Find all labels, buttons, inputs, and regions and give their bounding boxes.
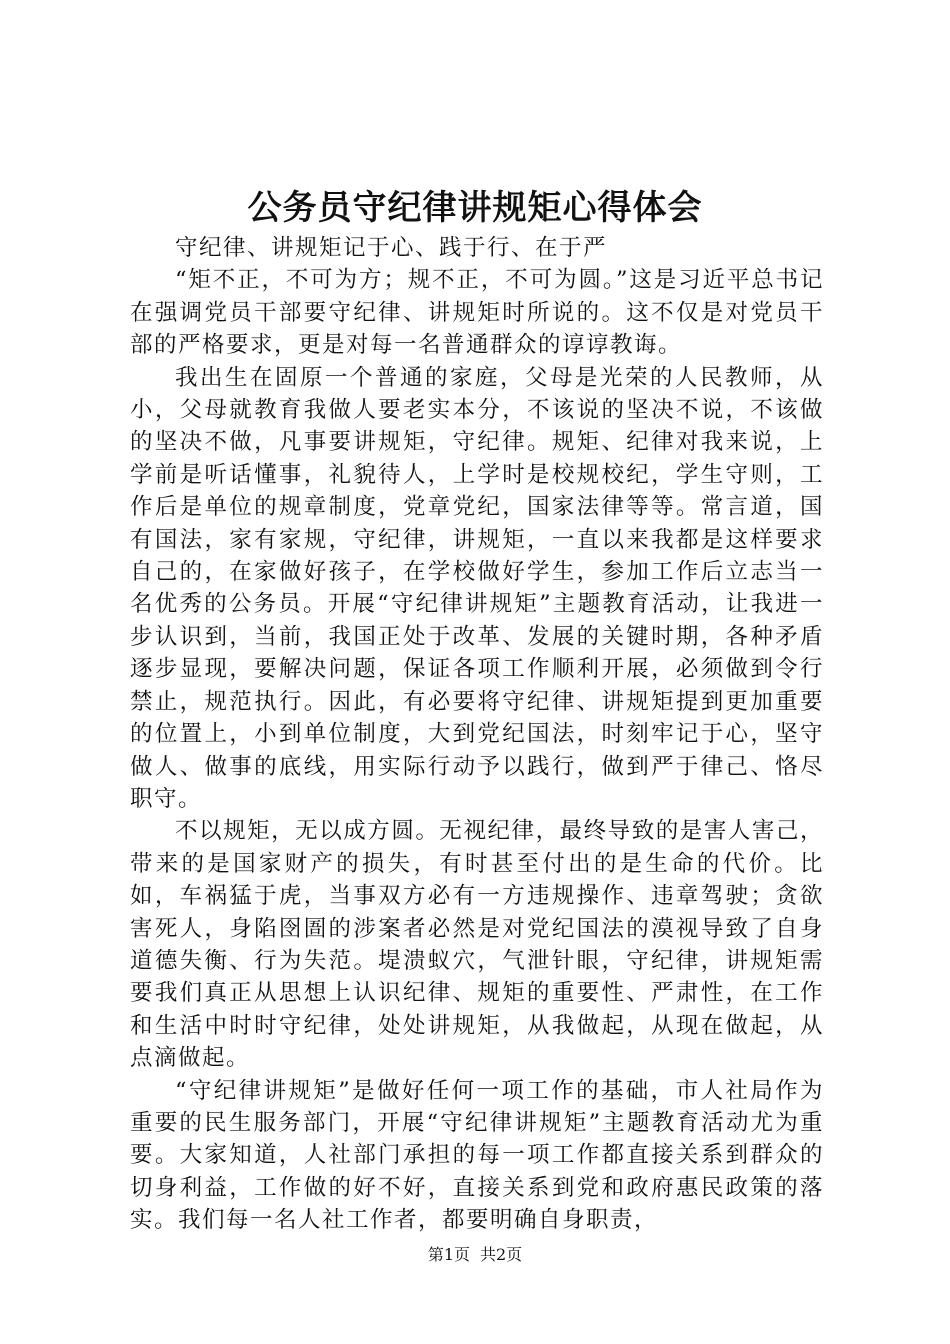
body-paragraph-subtitle: 守纪律、讲规矩记于心、践于行、在于严 bbox=[175, 235, 608, 261]
body-paragraph: 不以规矩，无以成方圆。无视纪律，最终导致的是害人害己，带来的是国家财产的损失，有时甚至付出的是生命的代价。比如，车祸猛于虎，当事双方必有一方违规操作、违章驾驶；贪欲害死人，身陷囹圄的涉案者必然是对党纪国法的漠视导致了自身道德失衡、行为失范。堤溃蚁穴，气泄针眼，守纪律，讲规矩需要我们真正从思想上认识纪律、规矩的重要性、严肃性，在工作和生活中时时守纪律，处处讲规矩，从我做起，从现在做起，从点滴做起。 bbox=[130, 818, 824, 1072]
page-number-total: 共2页 bbox=[480, 1245, 523, 1264]
document-body bbox=[130, 232, 824, 1237]
body-paragraph: “矩不正，不可为方；规不正，不可为圆。”这是习近平总书记在强调党员干部要守纪律、讲规矩时所说的。这不仅是对党员干部的严格要求，更是对每一名普通群众的谆谆教诲。 bbox=[130, 267, 824, 359]
body-paragraph: 我出生在固原一个普通的家庭，父母是光荣的人民教师，从小，父母就教育我做人要老实本分，不该说的坚决不说，不该做的坚决不做，凡事要讲规矩，守纪律。规矩、纪律对我来说，上学前是听话懂事，礼貌待人，上学时是校规校纪，学生守则，工作后是单位的规章制度，党章党纪，国家法律等等。常言道，国有国法，家有家规，守纪律，讲规矩，一直以来我都是这样要求自己的，在家做好孩子，在学校做好学生，参加工作后立志当一名优秀的公务员。开展“守纪律讲规矩”主题教育活动，让我进一步认识到，当前，我国正处于改革、发展的关键时期，各种矛盾逐步显现，要解决问题，保证各项工作顺利开展，必须做到令行禁止，规范执行。因此，有必要将守纪律、讲规矩提到更加重要的位置上，小到单位制度，大到党纪国法，时刻牢记于心，坚守做人、做事的底线，用实际行动予以践行，做到严于律己、恪尽职守。 bbox=[130, 364, 824, 812]
document-title: 公务员守纪律讲规矩心得体会 bbox=[247, 188, 703, 228]
body-paragraph: “守纪律讲规矩”是做好任何一项工作的基础，市人社局作为重要的民生服务部门，开展“守纪律讲规矩”主题教育活动尤为重要。大家知道，人社部门承担的每一项工作都直接关系到群众的切身利益，工作做的好不好，直接关系到党和政府惠民政策的落实。我们每一名人社工作者，都要明确自身职责， bbox=[130, 1077, 824, 1234]
page-number-current: 第1页 bbox=[427, 1245, 470, 1264]
page-footer bbox=[0, 1244, 950, 1266]
